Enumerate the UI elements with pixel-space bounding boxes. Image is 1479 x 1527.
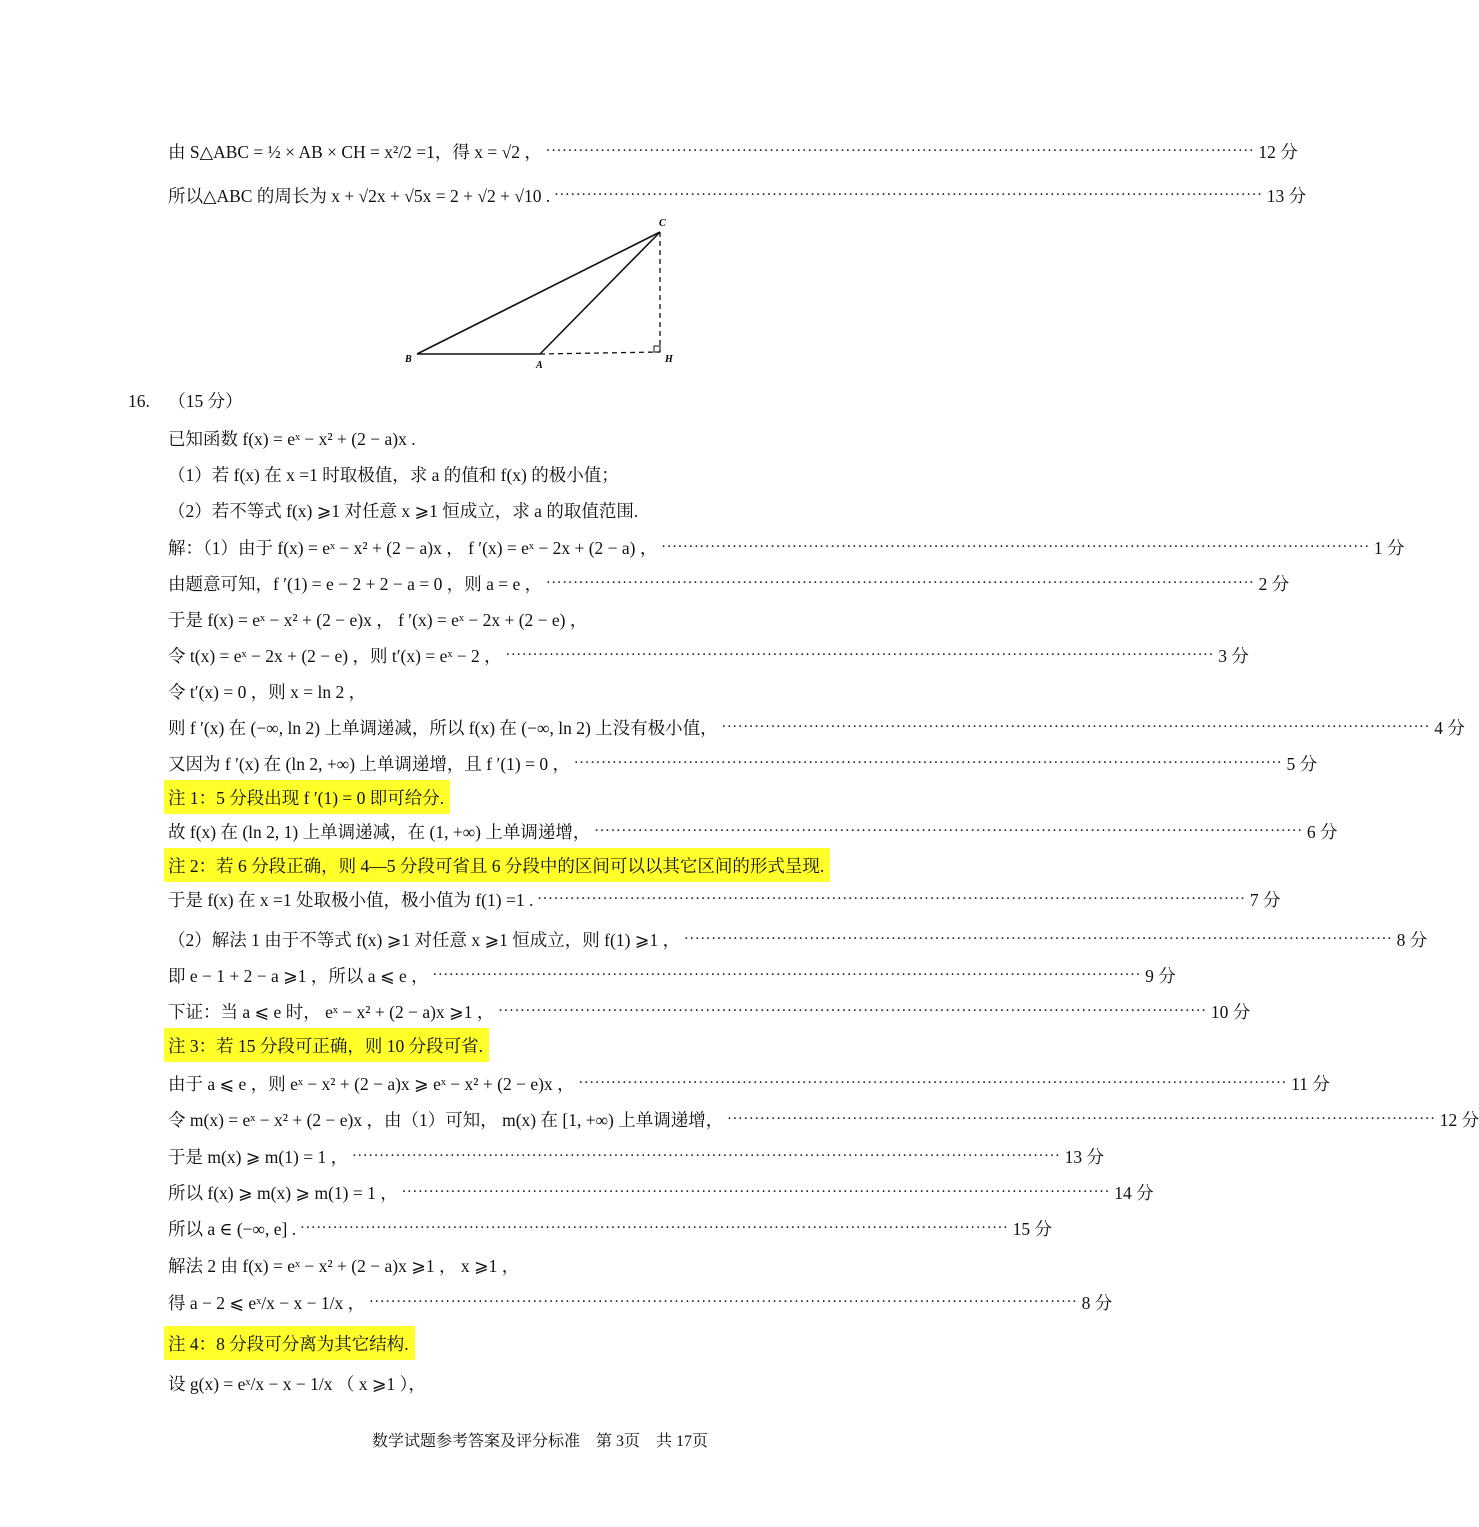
solution-line: 令 m(x) = eˣ − x² + (2 − e)x ，由（1）可知， m(x) 在 [1, +∞) 上单调递增， ·································································································································· 12 分 [168, 1109, 1479, 1130]
triangle-figure [395, 212, 685, 372]
solution-line: 所以 a ∈ (−∞, e] . ·································································································································· 15 分 [168, 1218, 1053, 1239]
solution-line: 所以 f(x) ⩾ m(x) ⩾ m(1) = 1 ， ·································································································································· 14 分 [168, 1182, 1154, 1203]
solution-line: 下证：当 a ⩽ e 时， eˣ − x² + (2 − a)x ⩾1 ， ·································································································································· 10 分 [168, 1001, 1251, 1022]
solution-line: 设 g(x) = eˣ/x − x − 1/x （ x ⩾1 ）， [168, 1373, 426, 1394]
note-highlight: 注 4：8 分段可分离为其它结构. [164, 1326, 415, 1360]
page-footer: 数学试题参考答案及评分标准 第 3页 共 17页 [371, 1433, 708, 1450]
solution-line: 于是 f(x) = eˣ − x² + (2 − e)x ， f ′(x) = eˣ − 2x + (2 − e) ， [168, 609, 588, 630]
question-stem: 已知函数 f(x) = eˣ − x² + (2 − a)x . [168, 428, 416, 449]
solution-line: 得 a − 2 ⩽ eˣ/x − x − 1/x ， ·································································································································· 8 分 [168, 1292, 1113, 1313]
solution-line: 令 t(x) = eˣ − 2x + (2 − e) ，则 t′(x) = eˣ − 2 ， ·································································································································· 3 分 [168, 645, 1249, 666]
solution-line: 所以△ABC 的周长为 x + √2x + √5x = 2 + √2 + √10 . ·································································································································· 13 分 [168, 185, 1307, 206]
point-label-h: H [665, 354, 673, 365]
solution-line: 由 S△ABC = ½ × AB × CH = x²/2 =1，得 x = √2 ， ·································································································································· 12 分 [168, 141, 1298, 162]
point-label-b: B [405, 354, 412, 365]
solution-line: 则 f ′(x) 在 (−∞, ln 2) 上单调递减，所以 f(x) 在 (−∞, ln 2) 上没有极小值， ·································································································································· 4 分 [168, 717, 1465, 738]
solution-line: 故 f(x) 在 (ln 2, 1) 上单调递减，在 (1, +∞) 上单调递增， ·································································································································· 6 分 [168, 821, 1338, 842]
solution-line: 又因为 f ′(x) 在 (ln 2, +∞) 上单调递增，且 f ′(1) = 0 ， ·································································································································· 5 分 [168, 753, 1318, 774]
note-highlight: 注 2：若 6 分段正确，则 4—5 分段可省且 6 分段中的区间可以以其它区间的形式呈现. [164, 848, 830, 882]
solution-line: （2）解法 1 由于不等式 f(x) ⩾1 对任意 x ⩾1 恒成立，则 f(1) ⩾1 ， ·································································································································· 8 分 [168, 929, 1428, 950]
point-label-a: A [536, 360, 543, 371]
solution-line: 令 t′(x) = 0 ，则 x = ln 2 ， [168, 681, 367, 702]
note-highlight: 注 3：若 15 分段可正确，则 10 分段可省. [164, 1028, 489, 1062]
solution-line: 于是 f(x) 在 x =1 处取极小值，极小值为 f(1) =1 . ·································································································································· 7 分 [168, 889, 1281, 910]
solution-line: 于是 m(x) ⩾ m(1) = 1 ， ·································································································································· 13 分 [168, 1146, 1104, 1167]
point-label-c: C [659, 218, 666, 229]
question-part-1: （1）若 f(x) 在 x =1 时取极值，求 a 的值和 f(x) 的极小值； [168, 464, 619, 485]
solution-line: 解：（1）由于 f(x) = eˣ − x² + (2 − a)x ， f ′(x) = eˣ − 2x + (2 − a) ， ·································································································································· 1 分 [168, 537, 1405, 558]
question-number: 16. （15 分） [128, 391, 243, 411]
solution-line: 由题意可知，f ′(1) = e − 2 + 2 − a = 0 ，则 a = e ， ·································································································································· 2 分 [168, 573, 1290, 594]
question-part-2: （2）若不等式 f(x) ⩾1 对任意 x ⩾1 恒成立，求 a 的取值范围. [168, 500, 639, 521]
note-highlight: 注 1：5 分段出现 f ′(1) = 0 即可给分. [164, 780, 450, 814]
solution-line: 解法 2 由 f(x) = eˣ − x² + (2 − a)x ⩾1 ， x ⩾1 ， [168, 1255, 520, 1276]
solution-line: 即 e − 1 + 2 − a ⩾1 ，所以 a ⩽ e ， ·································································································································· 9 分 [168, 965, 1176, 986]
solution-line: 由于 a ⩽ e ，则 eˣ − x² + (2 − a)x ⩾ eˣ − x² + (2 − e)x ， ·································································································································· 11 分 [168, 1073, 1330, 1094]
